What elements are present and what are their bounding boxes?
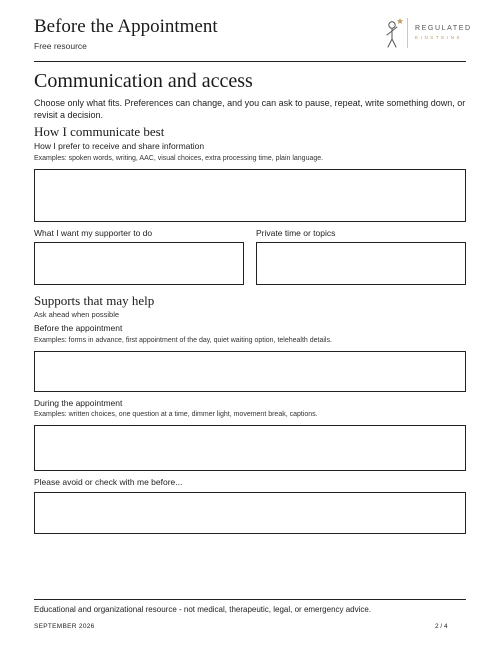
header-divider <box>34 61 466 62</box>
communicate-prompt: How I prefer to receive and share information <box>34 141 205 151</box>
during-label: During the appointment <box>34 398 123 408</box>
private-answer-box[interactable] <box>256 242 466 285</box>
footer-date: SEPTEMBER 2026 <box>34 623 95 630</box>
supporter-answer-box[interactable] <box>34 242 244 285</box>
document-subtitle: Free resource <box>34 41 87 51</box>
logo-wordmark-sub: EINSTEINS <box>415 35 463 40</box>
avoid-answer-box[interactable] <box>34 492 466 534</box>
private-label: Private time or topics <box>256 228 336 238</box>
during-answer-box[interactable] <box>34 425 466 471</box>
footer-disclaimer: Educational and organizational resource - not medical, therapeutic, legal, or emergency advice. <box>34 605 372 614</box>
section-title: Communication and access <box>34 70 253 92</box>
page-number: 2 / 4 <box>435 623 448 630</box>
supports-heading: Supports that may help <box>34 293 155 308</box>
before-answer-box[interactable] <box>34 351 466 392</box>
footer-divider <box>34 599 466 600</box>
stick-figure-star-icon <box>383 16 405 50</box>
supporter-label: What I want my supporter to do <box>34 228 153 238</box>
avoid-label: Please avoid or check with me before... <box>34 477 183 487</box>
before-label: Before the appointment <box>34 323 123 333</box>
logo-divider <box>407 18 408 48</box>
communicate-answer-box[interactable] <box>34 169 466 222</box>
brand-logo <box>383 16 472 50</box>
communicate-examples: Examples: spoken words, writing, AAC, visual choices, extra processing time, plain language. <box>34 155 324 162</box>
document-title: Before the Appointment <box>34 16 218 37</box>
before-examples: Examples: forms in advance, first appointment of the day, quiet waiting option, telehealth details. <box>34 337 332 344</box>
during-examples: Examples: written choices, one question at a time, dimmer light, movement break, captions. <box>34 411 318 418</box>
supports-note: Ask ahead when possible <box>34 310 120 319</box>
communicate-heading: How I communicate best <box>34 124 165 139</box>
logo-wordmark: REGULATED <box>415 25 472 32</box>
section-intro: Choose only what fits. Preferences can change, and you can ask to pause, repeat, write something down, or revisit a decision. <box>34 98 466 120</box>
